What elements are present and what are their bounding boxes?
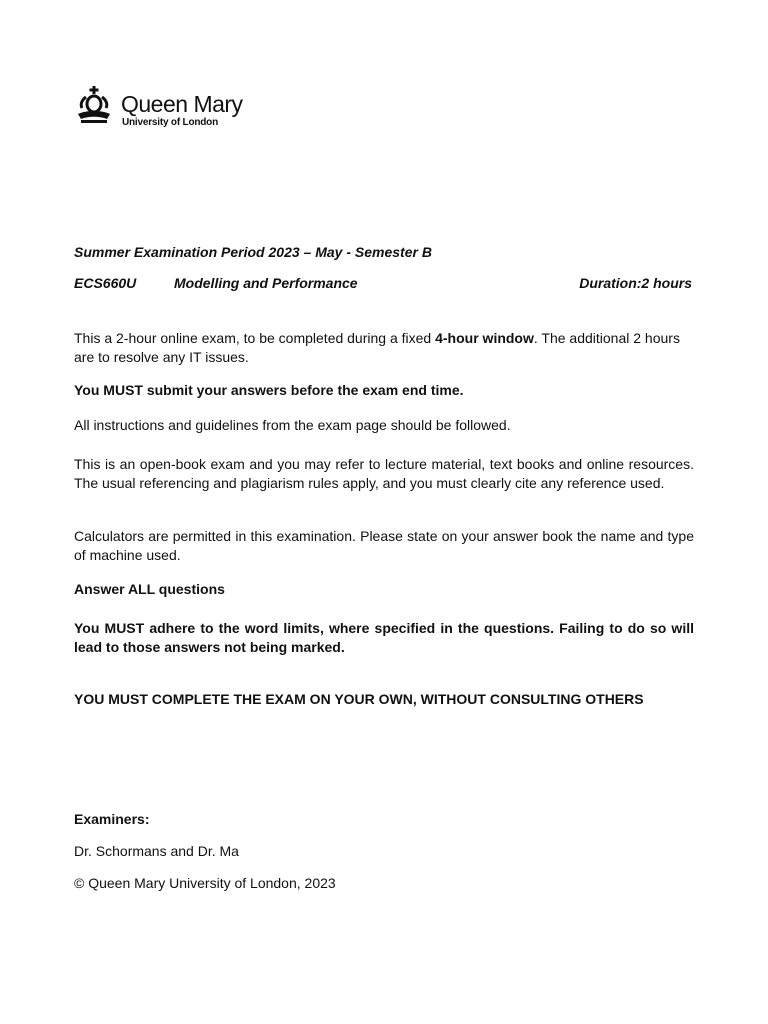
intro-window-bold: 4-hour window xyxy=(435,330,534,346)
logo-name: Queen Mary xyxy=(121,91,243,117)
intro-text-after: . The additional 2 hours are to resolve any IT issues. xyxy=(74,330,680,365)
word-limits-notice: You MUST adhere to the word limits, where specified in the questions. Failing to do so will lead to those answers not being marked. xyxy=(74,620,694,655)
university-logo xyxy=(74,86,254,132)
submit-notice: You MUST submit your answers before the exam end time. xyxy=(74,382,464,398)
answer-all-notice: Answer ALL questions xyxy=(74,581,225,597)
exam-duration: Duration:2 hours xyxy=(579,275,692,291)
crown-crest-icon xyxy=(74,86,114,126)
logo-subtitle: University of London xyxy=(122,117,219,128)
calculators-paragraph: Calculators are permitted in this examination. Please state on your answer book the name and type of machine used. xyxy=(74,528,694,563)
exam-period: Summer Examination Period 2023 – May - Semester B xyxy=(74,244,432,260)
guidelines-notice: All instructions and guidelines from the exam page should be followed. xyxy=(74,417,511,433)
examiners-names: Dr. Schormans and Dr. Ma xyxy=(74,843,239,859)
open-book-paragraph: This is an open-book exam and you may refer to lecture material, text books and online resources. The usual referencing and plagiarism rules apply, and you must clearly cite any reference used. xyxy=(74,456,694,491)
module-title: Modelling and Performance xyxy=(174,275,358,291)
copyright-notice: © Queen Mary University of London, 2023 xyxy=(74,875,336,891)
intro-paragraph xyxy=(74,329,694,367)
intro-text-before: This a 2-hour online exam, to be completed during a fixed xyxy=(74,330,436,346)
own-work-notice: YOU MUST COMPLETE THE EXAM ON YOUR OWN, WITHOUT CONSULTING OTHERS xyxy=(74,691,644,707)
module-code: ECS660U xyxy=(74,275,137,291)
examiners-heading: Examiners: xyxy=(74,811,150,827)
